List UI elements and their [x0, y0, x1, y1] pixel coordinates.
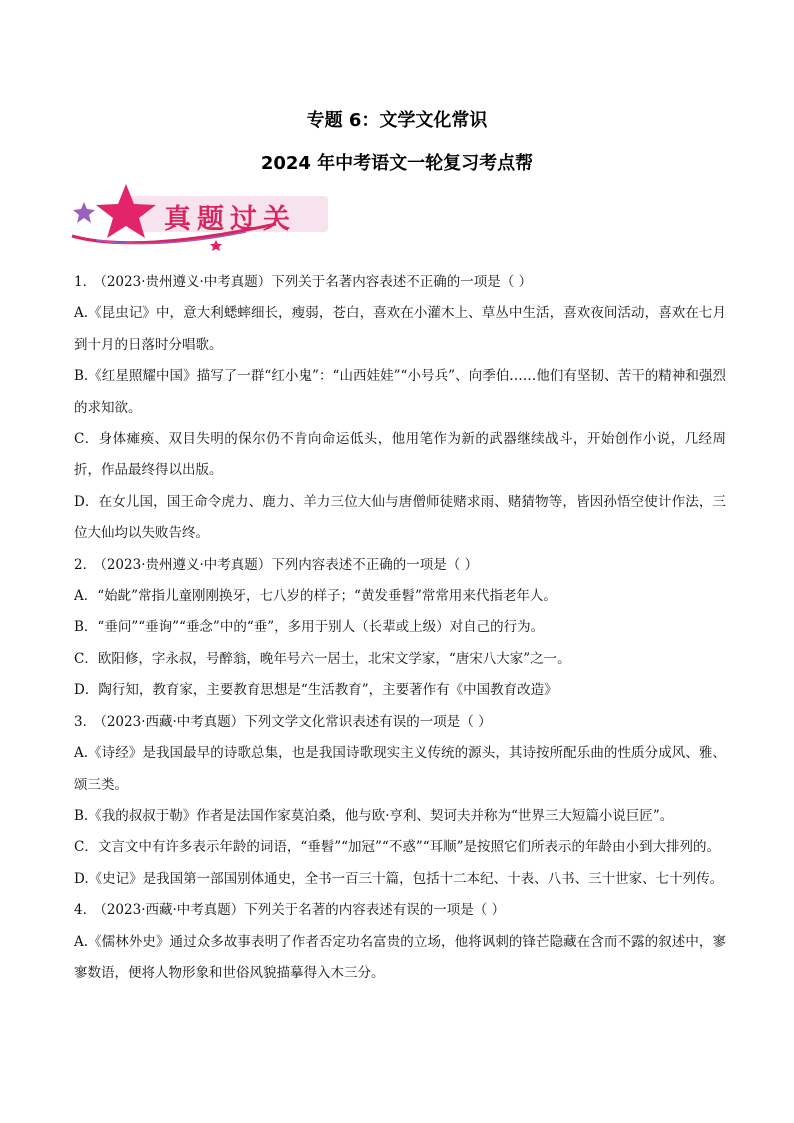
- question-2: [74, 550, 726, 707]
- section-badge: 真题过关: [164, 204, 296, 235]
- question-3: [74, 707, 726, 895]
- option-a: A.《诗经》是我国最早的诗歌总集，也是我国诗歌现实主义传统的源头，其诗按所配乐曲的性质分成风、雅、颂三类。: [74, 745, 726, 793]
- option-a: A.《昆虫记》中，意大利蟋蟀细长，瘦弱，苍白，喜欢在小灌木上、草丛中生活，喜欢夜间活动，喜欢在七月到十月的日落时分唱歌。: [74, 305, 726, 353]
- option-a: A．“始龀”常指儿童刚刚换牙，七八岁的样子；“黄发垂髫”常常用来代指老年人。: [74, 588, 557, 605]
- option-d: D．在女儿国，国王命令虎力、鹿力、羊力三位大仙与唐僧师徒赌求雨、赌猜物等，皆因孙悟空使计作法，三位大仙均以失败告终。: [74, 493, 726, 542]
- option-b: B.《我的叔叔于勒》作者是法国作家莫泊桑，他与欧·亨利、契诃夫并称为“世界三大短篇小说巨匠”。: [74, 807, 674, 824]
- option-b: B.《红星照耀中国》描写了一群“红小鬼”：“山西娃娃”“小号兵”、向季伯……他们有坚韧、苦干的精神和强烈的求知欲。: [74, 368, 726, 416]
- question-number: 4．: [74, 902, 97, 919]
- question-stem: 1． （2023·贵州遵义·中考真题）下列关于名著内容表述不正确的一项是（ ）: [74, 274, 533, 290]
- option-c: C．身体瘫痪、双目失明的保尔仍不肯向命运低头，他用笔作为新的武器继续战斗，开始创作小说，几经周折，作品最终得以出版。: [74, 431, 726, 479]
- section-banner: [66, 180, 336, 254]
- option-c: C．文言文中有许多表示年龄的词语，“垂髫”“加冠”“不惑”“耳顺”是按照它们所表示的年龄由小到大排列的。: [74, 839, 721, 856]
- page-title: 专题 6：文学文化常识: [306, 110, 488, 131]
- question-list: [74, 267, 726, 989]
- question-stem: 4． （2023·西藏·中考真题）下列关于名著的内容表述有误的一项是（ ）: [74, 902, 506, 919]
- question-number: 2．: [74, 556, 97, 573]
- question-stem: 2． （2023·贵州遵义·中考真题）下列内容表述不正确的一项是（ ）: [74, 556, 479, 573]
- question-number: 3．: [74, 713, 97, 730]
- option-d: D.《史记》是我国第一部国别体通史，全书一百三十篇，包括十二本纪、十表、八书、三十世家、七十列传。: [74, 870, 724, 887]
- question-4: [74, 895, 726, 989]
- question-1: [74, 267, 726, 550]
- option-a: A.《儒林外史》通过众多故事表明了作者否定功名富贵的立场，他将讽刺的锋芒隐藏在含而不露的叙述中，寥寥数语，便将人物形象和世俗风貌描摹得入木三分。: [74, 933, 726, 981]
- question-number: 1．: [74, 274, 97, 290]
- option-d: D．陶行知，教育家，主要教育思想是“生活教育”，主要著作有《中国教育改造》: [74, 682, 558, 699]
- option-b: B．“垂问”“垂询”“垂念”中的“垂”，多用于别人（长辈或上级）对自己的行为。: [74, 619, 545, 636]
- question-stem: 3． （2023·西藏·中考真题）下列文学文化常识表述有误的一项是（ ）: [74, 713, 492, 730]
- option-c: C．欧阳修，字永叔，号醉翁，晚年号六一居士，北宋文学家，“唐宋八大家”之一。: [74, 650, 571, 667]
- page-subtitle: 2024 年中考语文一轮复习考点帮: [260, 153, 534, 174]
